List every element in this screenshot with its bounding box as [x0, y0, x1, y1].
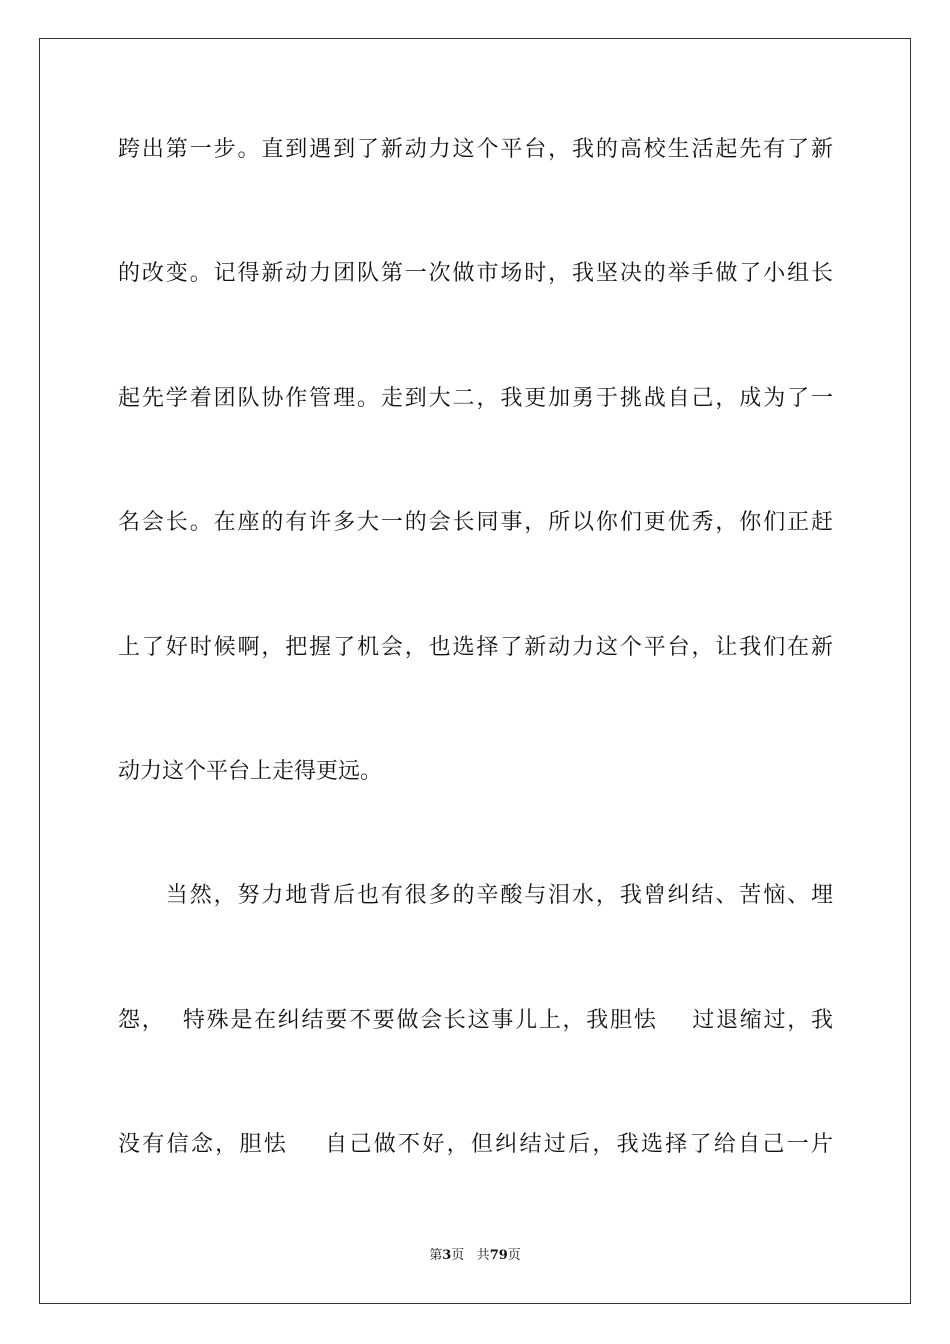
text-line-7: 当然，努力地背后也有很多的辛酸与泪水，我曾纠结、苦恼、埋: [118, 883, 833, 908]
text-line-3: 起先学着团队协作管理。走到大二，我更加勇于挑战自己，成为了一: [118, 386, 833, 411]
text-line-8: 怨， 特殊是在纠结要不要做会长这事儿上，我胆怯 过退缩过，我: [118, 1008, 833, 1033]
text-line-2: 的改变。记得新动力团队第一次做市场时，我坚决的举手做了小组长: [118, 261, 833, 286]
total-prefix: 共: [476, 1248, 490, 1263]
text-line-5: 上了好时候啊，把握了机会，也选择了新动力这个平台，让我们在新: [118, 635, 833, 660]
text-line-9: 没有信念，胆怯 自己做不好，但纠结过后，我选择了给自己一片: [118, 1132, 833, 1157]
text-line-4: 名会长。在座的有许多大一的会长同事，所以你们更优秀，你们正赶: [118, 510, 833, 535]
page-number: 3: [442, 1248, 452, 1263]
page-footer: [0, 1247, 950, 1265]
total-suffix: 页: [507, 1248, 521, 1263]
page-border: [39, 38, 911, 1304]
text-line-1: 跨出第一步。直到遇到了新动力这个平台，我的高校生活起先有了新: [118, 137, 833, 162]
page-prefix: 第: [429, 1248, 443, 1263]
page-suffix: 页: [451, 1248, 465, 1263]
text-line-6: 动力这个平台上走得更远。: [118, 759, 383, 784]
total-pages: 79: [489, 1248, 508, 1263]
